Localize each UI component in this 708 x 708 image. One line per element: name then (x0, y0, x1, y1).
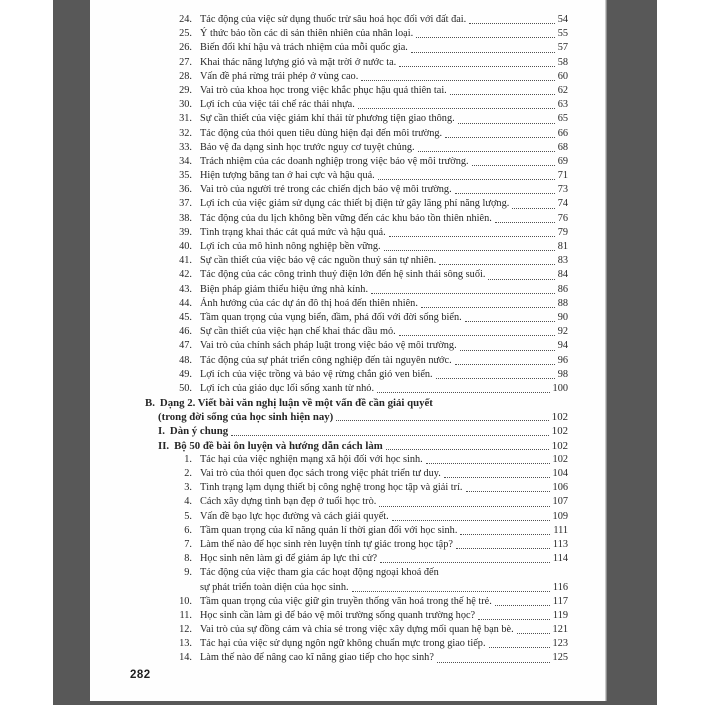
dot-leader (379, 505, 549, 507)
entry-text: Lợi ích của mô hình nông nghiệp bền vững. (200, 241, 381, 252)
entry-page: 102 (551, 411, 568, 424)
entry-text: Sự cần thiết của việc bảo vệ các nguồn thuỷ sản tự nhiên. (200, 255, 437, 267)
entry-number: 30. (179, 99, 192, 111)
entry-text: Tình trạng khai thác cát quá mức và hậu quả. (200, 226, 386, 238)
entry-number: 12. (179, 624, 192, 636)
section-i-title: Dàn ý chung (169, 425, 229, 438)
entry-text: Tầm quan trọng của việc giữ gìn truyền thống văn hoá trong thế hệ trẻ. (200, 595, 492, 607)
toc-entry-row (90, 481, 605, 495)
toc-entry-row (90, 368, 605, 382)
entry-number: 33. (179, 141, 192, 153)
entry-page: 88 (557, 297, 568, 309)
entry-text: Vấn đề phá rừng trái phép ở vùng cao. (200, 70, 359, 82)
entry-number: 26. (179, 42, 192, 54)
entry-text: Cách xây dựng tình bạn đẹp ở tuổi học trò. (200, 496, 377, 508)
entry-text: Tình trạng lạm dụng thiết bị công nghệ trong học tập và giải trí. (200, 482, 463, 494)
entry-number: 37. (179, 198, 192, 210)
dot-leader (352, 590, 550, 592)
dot-leader (455, 363, 555, 365)
entry-page: 94 (557, 340, 568, 352)
entry-page: 92 (557, 326, 568, 338)
entry-text: Học sinh cần làm gì để bảo vệ môi trường sống quanh trường học? (200, 609, 476, 621)
section-i-heading (90, 424, 605, 438)
entry-text: Vai trò của khoa học trong việc khắc phục hậu quả thiên tai. (200, 84, 447, 96)
entry-number: 5. (184, 510, 192, 522)
dot-leader (445, 136, 555, 138)
entry-page: 79 (557, 226, 568, 238)
dot-leader (437, 661, 550, 663)
entry-number: 4. (184, 496, 192, 508)
toc-entry-row (90, 354, 605, 368)
toc-entry-row (90, 268, 605, 282)
entry-number: 48. (179, 354, 192, 366)
toc-entry-row (90, 226, 605, 240)
entry-page: 121 (552, 624, 568, 636)
entry-page: 62 (557, 84, 568, 96)
toc-entry-row (90, 623, 605, 637)
entry-number: 29. (179, 84, 192, 96)
entry-page: 54 (557, 14, 568, 25)
entry-number: 28. (179, 70, 192, 82)
entry-text: sự phát triển toàn diện của học sinh. (200, 581, 349, 593)
toc-entry-row (90, 127, 605, 141)
entry-text: Biện pháp giảm thiểu hiệu ứng nhà kính. (200, 283, 369, 295)
entry-page: 117 (552, 595, 568, 607)
entry-page: 102 (551, 425, 568, 438)
entry-page: 58 (557, 56, 568, 68)
dot-leader (439, 263, 555, 265)
entry-page: 107 (552, 496, 568, 508)
dot-leader (489, 646, 550, 648)
entry-number: 31. (179, 113, 192, 125)
toc-entry-row (90, 141, 605, 155)
entry-number: 10. (179, 595, 192, 607)
entry-text: Tác động của việc sử dụng thuốc trừ sâu hoá học đối với đất đai. (200, 14, 467, 25)
entry-number: 6. (184, 524, 192, 536)
entry-number: 36. (179, 184, 192, 196)
entry-page: 100 (552, 382, 568, 394)
entry-text: Tầm quan trọng của vụng biển, đầm, phá đối với đời sống biển. (200, 311, 462, 323)
dot-leader (421, 306, 555, 308)
entry-number: 27. (179, 56, 192, 68)
entry-number: 46. (179, 326, 192, 338)
section-b-title: Dạng 2. Viết bài văn nghị luận về một vấn đề cần giải quyết (159, 397, 433, 410)
entry-text: Tầm quan trọng của kĩ năng quản lí thời gian đối với học sinh. (200, 524, 458, 536)
entry-page: 84 (557, 269, 568, 281)
entry-page: 119 (552, 609, 568, 621)
entry-number: 11. (179, 609, 192, 621)
entry-page: 76 (557, 212, 568, 224)
entry-number: 41. (179, 255, 192, 267)
entry-page: 125 (552, 652, 568, 664)
entry-page: 111 (553, 524, 568, 536)
toc-entry-row (90, 27, 605, 41)
entry-page: 68 (557, 141, 568, 153)
toc-entry-row (90, 169, 605, 183)
entry-text: Ý thức bảo tồn các di sản thiên nhiên của nhân loại. (200, 28, 414, 40)
entry-number: 49. (179, 368, 192, 380)
dot-leader (465, 320, 555, 322)
entry-text: Vai trò của sự đồng cảm và chia sẻ trong việc xây dựng mối quan hệ bạn bè. (200, 624, 514, 636)
dot-leader (472, 164, 555, 166)
toc-part1-list (90, 13, 605, 396)
entry-text: Lợi ích của giáo dục lối sống xanh từ nhỏ. (200, 382, 375, 394)
entry-text: Vai trò của người trẻ trong các chiến dịch bảo vệ môi trường. (200, 184, 452, 196)
toc-entry-row (90, 197, 605, 211)
entry-text: Vai trò của thói quen đọc sách trong việc phát triển tư duy. (200, 468, 441, 479)
dot-leader (460, 349, 555, 351)
entry-number: 14. (179, 652, 192, 664)
dot-leader (450, 93, 555, 95)
entry-number: 9. (184, 567, 192, 579)
toc-entry-row (90, 495, 605, 509)
entry-text: Sự cần thiết của việc giảm khí thải từ phương tiện giao thông. (200, 113, 455, 125)
dot-leader (392, 519, 550, 521)
toc-entry-row (90, 467, 605, 481)
photo-background (53, 0, 657, 705)
toc-entry-row (90, 538, 605, 552)
toc-entry-row (90, 595, 605, 609)
entry-page: 90 (557, 311, 568, 323)
entry-text: Vai trò của chính sách pháp luật trong việc bảo vệ môi trường. (200, 340, 457, 352)
entry-text: Tác động của du lịch không bền vững đến các khu bảo tồn thiên nhiên. (200, 212, 492, 224)
entry-text: Làm thế nào để nâng cao kĩ năng giao tiếp cho học sinh? (200, 652, 434, 664)
entry-page: 104 (552, 468, 568, 479)
toc-entry-row (90, 13, 605, 27)
entry-page: 96 (557, 354, 568, 366)
dot-leader (231, 434, 549, 436)
dot-leader (358, 107, 555, 109)
entry-number: 40. (179, 241, 192, 252)
entry-text: Biến đổi khí hậu và trách nhiệm của mỗi quốc gia. (200, 42, 408, 54)
toc-entry-row (90, 609, 605, 623)
section-b-label: B. (145, 397, 155, 410)
toc-entry-row (90, 240, 605, 254)
dot-leader (378, 178, 555, 180)
toc-entry-row (90, 56, 605, 70)
entry-text: Tác động của việc tham gia các hoạt động ngoại khoá đến (200, 567, 439, 579)
entry-page: 83 (557, 255, 568, 267)
toc-entry-row (90, 212, 605, 226)
toc-entry-row (90, 637, 605, 651)
table-of-contents (90, 0, 605, 666)
entry-number: 3. (184, 482, 192, 494)
entry-number: 25. (179, 28, 192, 40)
entry-text: Tác động của thói quen tiêu dùng hiện đại đến môi trường. (200, 127, 443, 139)
entry-text: Làm thế nào để học sinh rèn luyện tính tự giác trong học tập? (200, 538, 453, 550)
toc-part2-list (90, 453, 605, 666)
dot-leader (469, 22, 554, 24)
toc-entry-row (90, 510, 605, 524)
entry-number: 50. (179, 382, 192, 394)
entry-page: 106 (552, 482, 568, 494)
dot-leader (399, 65, 554, 67)
entry-number: 45. (179, 311, 192, 323)
toc-entry-row (90, 183, 605, 197)
entry-page: 73 (557, 184, 568, 196)
entry-number: 44. (179, 297, 192, 309)
dot-leader (389, 235, 555, 237)
dot-leader (399, 334, 555, 336)
section-b-heading-line2 (90, 410, 605, 424)
dot-leader (456, 547, 550, 549)
dot-leader (336, 419, 549, 421)
dot-leader (495, 604, 550, 606)
entry-number: 8. (184, 553, 192, 565)
dot-leader (495, 221, 555, 223)
entry-number: 7. (184, 538, 192, 550)
book-page (90, 0, 605, 701)
dot-leader (377, 391, 550, 393)
entry-number: 1. (184, 453, 192, 465)
toc-entry-row (90, 155, 605, 169)
entry-number: 2. (184, 468, 192, 479)
entry-number: 47. (179, 340, 192, 352)
toc-entry-row (90, 112, 605, 126)
entry-text: Bảo vệ đa dạng sinh học trước nguy cơ tuyệt chủng. (200, 141, 415, 153)
toc-entry-row (90, 566, 605, 580)
dot-leader (444, 476, 550, 478)
entry-page: 123 (552, 638, 568, 650)
entry-page: 81 (557, 241, 568, 252)
entry-text: Vấn đề bạo lực học đường và cách giải quyết. (200, 510, 389, 522)
entry-page: 69 (557, 155, 568, 167)
dot-leader (361, 79, 554, 81)
entry-page: 109 (552, 510, 568, 522)
dot-leader (466, 490, 550, 492)
entry-number: 35. (179, 170, 192, 182)
dot-leader (488, 278, 554, 280)
entry-page: 63 (557, 99, 568, 111)
entry-page: 116 (552, 581, 568, 593)
section-ii-heading (90, 439, 605, 453)
section-ii-label: II. (158, 439, 170, 452)
toc-entry-row (90, 651, 605, 665)
dot-leader (380, 561, 550, 563)
dot-leader (371, 292, 555, 294)
toc-entry-row (90, 581, 605, 595)
toc-entry-row (90, 297, 605, 311)
folio-page-number: 282 (130, 669, 151, 681)
dot-leader (517, 632, 550, 634)
entry-text: Trách nhiệm của các doanh nghiệp trong việc bảo vệ môi trường. (200, 155, 469, 167)
dot-leader (416, 36, 555, 38)
toc-entry-row (90, 524, 605, 538)
toc-entry-row (90, 382, 605, 396)
toc-entry-row (90, 70, 605, 84)
dot-leader (512, 207, 554, 209)
entry-text: Hiện tượng băng tan ở hai cực và hậu quả. (200, 170, 375, 182)
entry-number: 32. (179, 127, 192, 139)
entry-page: 57 (557, 42, 568, 54)
entry-page: 71 (557, 170, 568, 182)
entry-page: 102 (552, 453, 568, 465)
entry-text: Tác động của sự phát triển công nghiệp đến tài nguyên nước. (200, 354, 452, 366)
entry-text: Tác động của các công trình thuỷ điện lớn đến hệ sinh thái sông suối. (200, 269, 486, 281)
entry-text: Ảnh hưởng của các dự án đô thị hoá đến thiên nhiên. (200, 297, 418, 309)
entry-number: 24. (179, 14, 192, 25)
dot-leader (426, 462, 550, 464)
dot-leader (384, 249, 555, 251)
entry-text: Lợi ích của việc giảm sử dụng các thiết bị điện tử gây lãng phí năng lượng. (200, 198, 510, 210)
entry-page: 86 (557, 283, 568, 295)
entry-page: 102 (551, 439, 568, 452)
entry-page: 60 (557, 70, 568, 82)
toc-entry-row (90, 453, 605, 467)
entry-number: 43. (179, 283, 192, 295)
entry-number: 42. (179, 269, 192, 281)
entry-page: 55 (557, 28, 568, 40)
entry-text: Lợi ích của việc trồng và bảo vệ rừng chắn gió ven biển. (200, 368, 433, 380)
entry-page: 98 (557, 368, 568, 380)
entry-page: 65 (557, 113, 568, 125)
dot-leader (436, 377, 555, 379)
entry-text: Khai thác năng lượng gió và mặt trời ở nước ta. (200, 56, 397, 68)
entry-text: Tác hại của việc sử dụng ngôn ngữ không chuẩn mực trong giao tiếp. (200, 638, 486, 650)
dot-leader (458, 122, 555, 124)
toc-entry-row (90, 552, 605, 566)
entry-page: 66 (557, 127, 568, 139)
section-i-label: I. (158, 425, 165, 438)
dot-leader (455, 192, 555, 194)
entry-number: 38. (179, 212, 192, 224)
entry-page: 74 (557, 198, 568, 210)
toc-entry-row (90, 325, 605, 339)
entry-number: 34. (179, 155, 192, 167)
toc-entry-row (90, 98, 605, 112)
entry-text: Lợi ích của việc tái chế rác thải nhựa. (200, 99, 355, 111)
toc-entry-row (90, 84, 605, 98)
entry-page: 113 (552, 538, 568, 550)
entry-text: Học sinh nên làm gì để giảm áp lực thi cử? (200, 553, 378, 565)
dot-leader (460, 533, 550, 535)
dot-leader (411, 51, 555, 53)
toc-entry-row (90, 283, 605, 297)
entry-number: 13. (179, 638, 192, 650)
entry-text: Tác hại của việc nghiện mạng xã hội đối với học sinh. (200, 453, 423, 465)
entry-number: 39. (179, 226, 192, 238)
entry-text: Sự cần thiết của việc hạn chế khai thác dầu mỏ. (200, 326, 396, 338)
toc-entry-row (90, 339, 605, 353)
dot-leader (418, 150, 555, 152)
dot-leader (386, 448, 549, 450)
section-ii-title: Bộ 50 đề bài ôn luyện và hướng dẫn cách làm (174, 439, 383, 452)
section-b-heading (90, 396, 605, 410)
toc-entry-row (90, 41, 605, 55)
toc-entry-row (90, 254, 605, 268)
dot-leader (478, 618, 550, 620)
section-b-subtitle: (trong đời sống của học sinh hiện nay) (158, 411, 334, 424)
entry-page: 114 (552, 553, 568, 565)
toc-entry-row (90, 311, 605, 325)
